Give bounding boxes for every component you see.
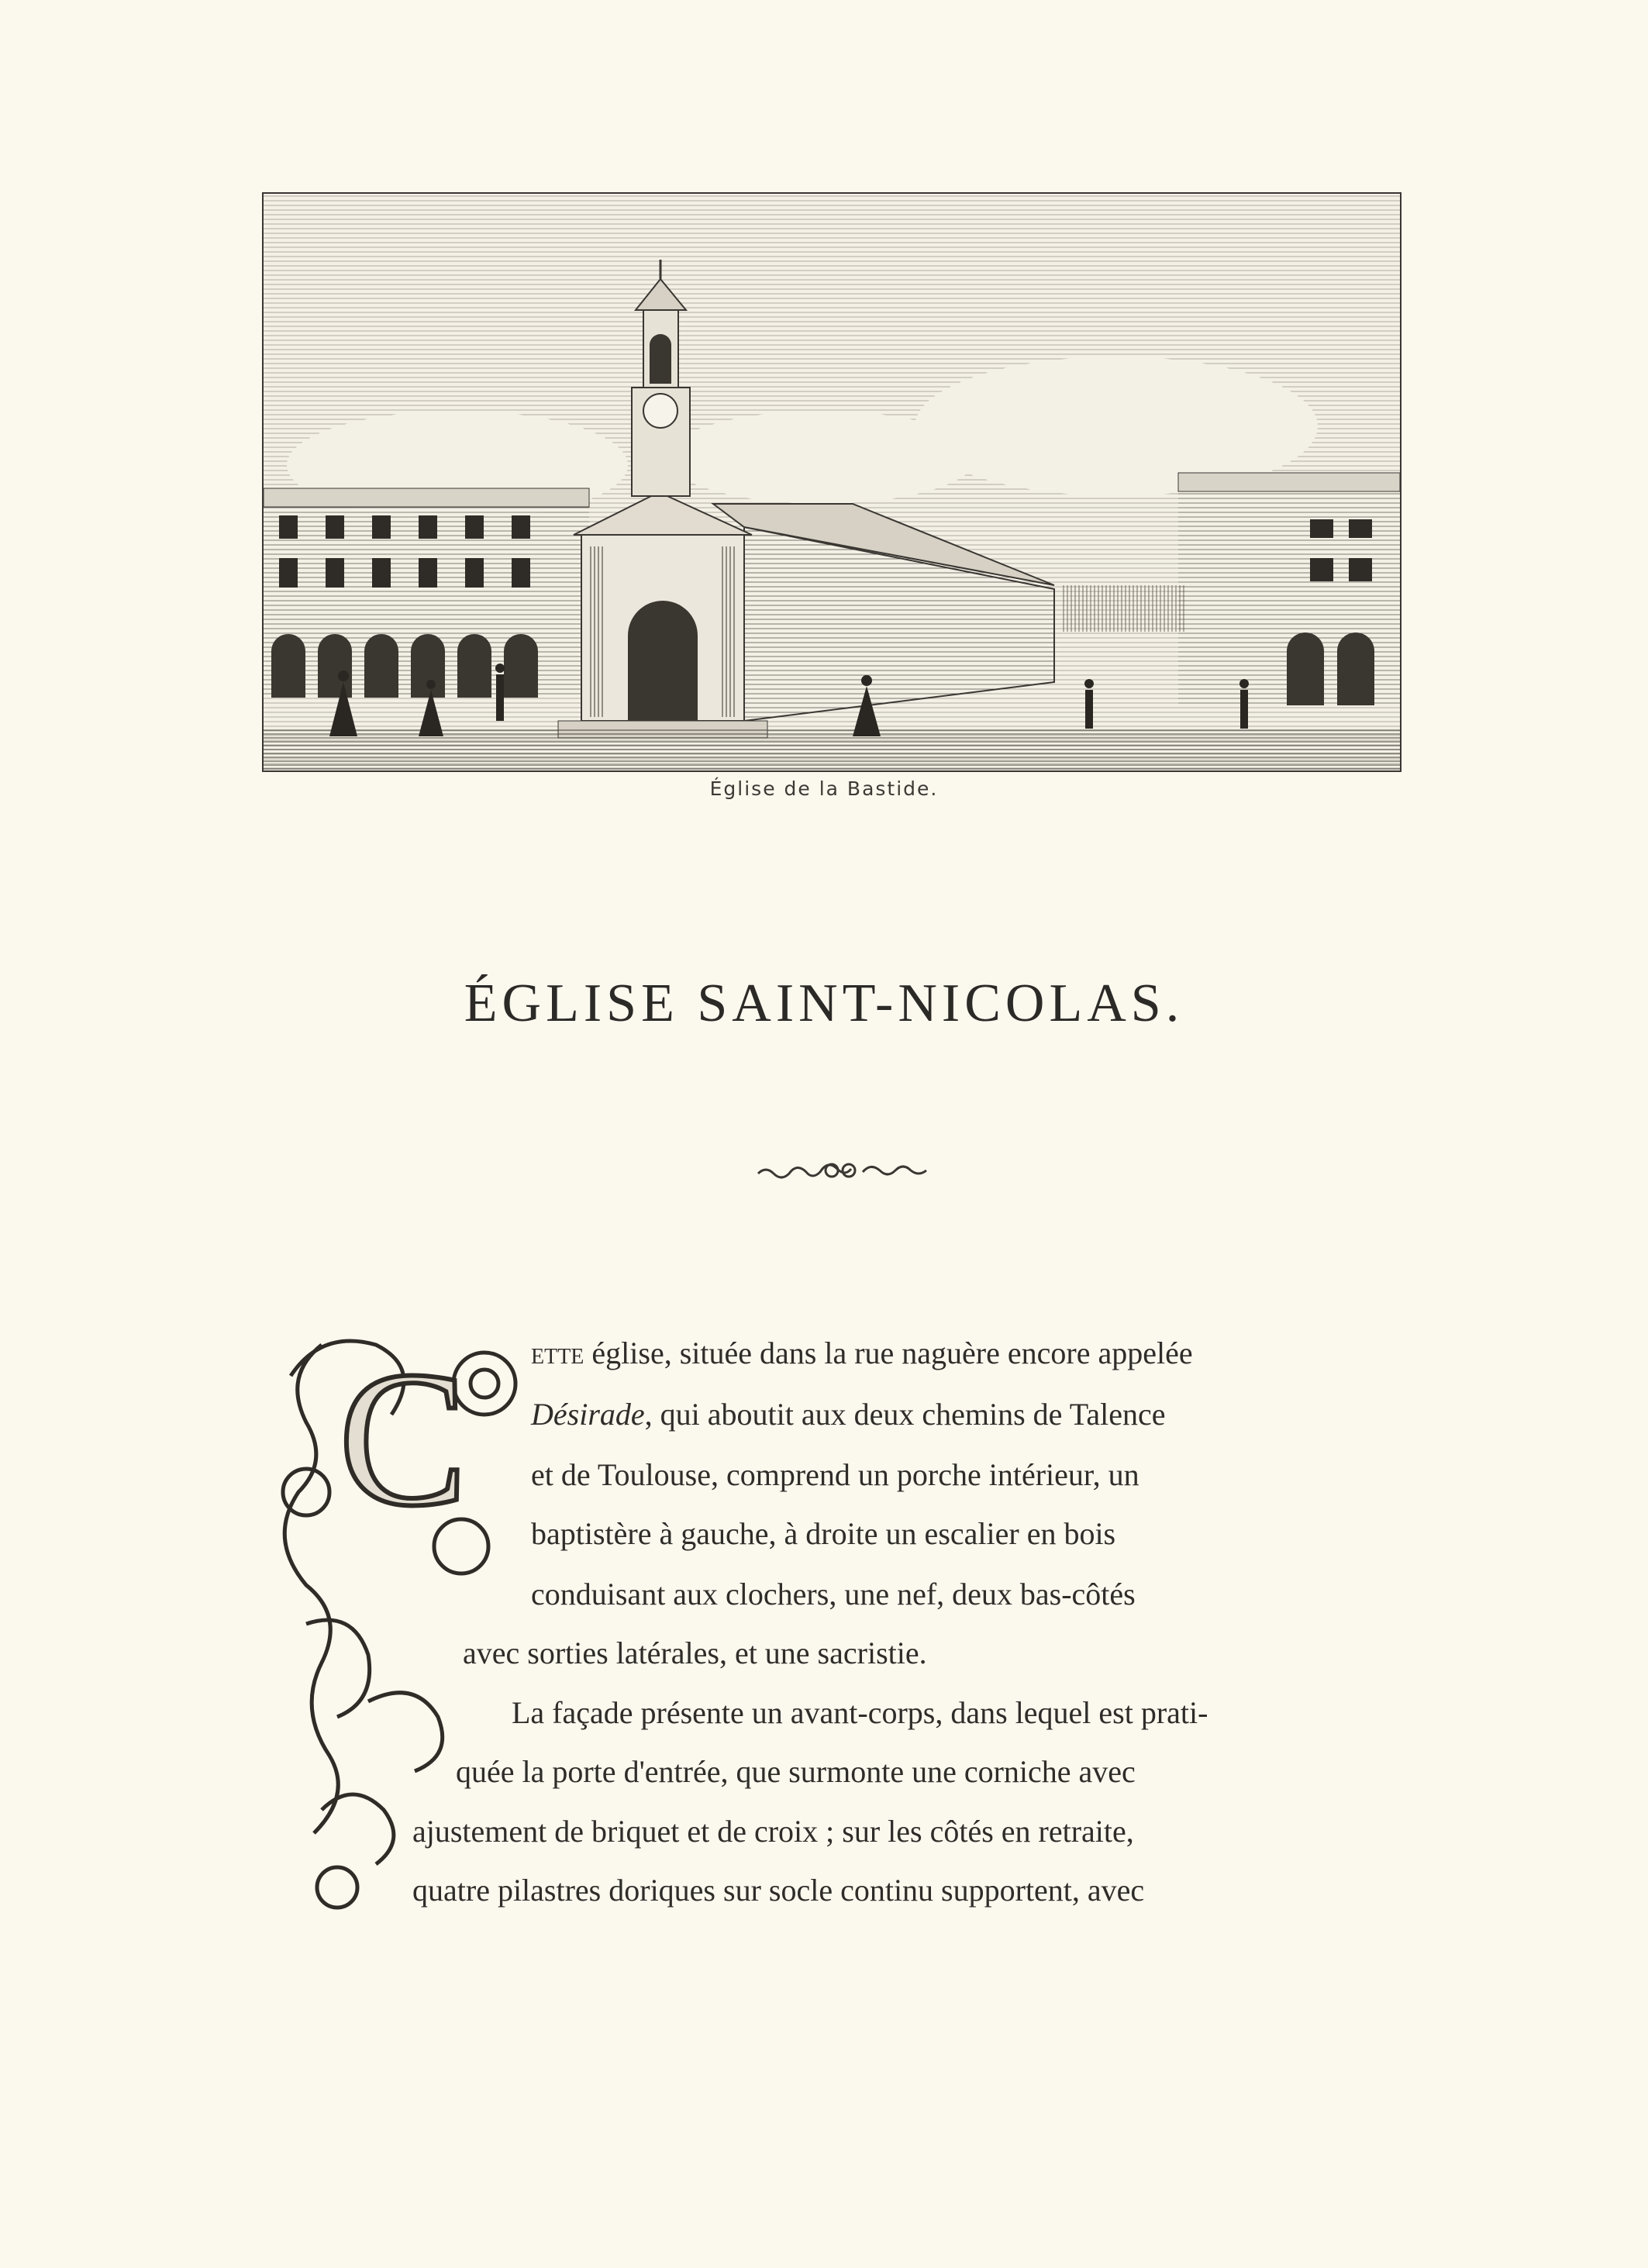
body-line-5: conduisant aux clochers, une nef, deux bas-côtés (531, 1577, 1136, 1611)
body-line-1: ette église, située dans la rue naguère encore appelée (531, 1336, 1193, 1370)
body-line-10: quatre pilastres doriques sur socle continu supportent, avec (412, 1873, 1145, 1908)
initial-letter: C (338, 1332, 468, 1546)
illustration-caption: Église de la Bastide. (709, 777, 939, 800)
body-line-2: Désirade, qui aboutit aux deux chemins de Talence (531, 1397, 1166, 1432)
church-engraving (262, 192, 1401, 772)
body-line-7: La façade présente un avant-corps, dans lequel est prati- (512, 1695, 1208, 1730)
body-line-4: baptistère à gauche, à droite un escalier en bois (531, 1516, 1116, 1551)
fleuron-ornament (754, 1156, 933, 1187)
body-line-3: et de Toulouse, comprend un porche intérieur, un (531, 1457, 1139, 1492)
church-engraving-drawing (264, 194, 1400, 770)
body-line-9: ajustement de briquet et de croix ; sur les côtés en retraite, (412, 1814, 1134, 1849)
page-title: ÉGLISE SAINT-NICOLAS. (464, 974, 1184, 1033)
body-line-6: avec sorties latérales, et une sacristie. (463, 1636, 927, 1670)
body-line-8: quée la porte d'entrée, que surmonte une corniche avec (456, 1754, 1136, 1789)
